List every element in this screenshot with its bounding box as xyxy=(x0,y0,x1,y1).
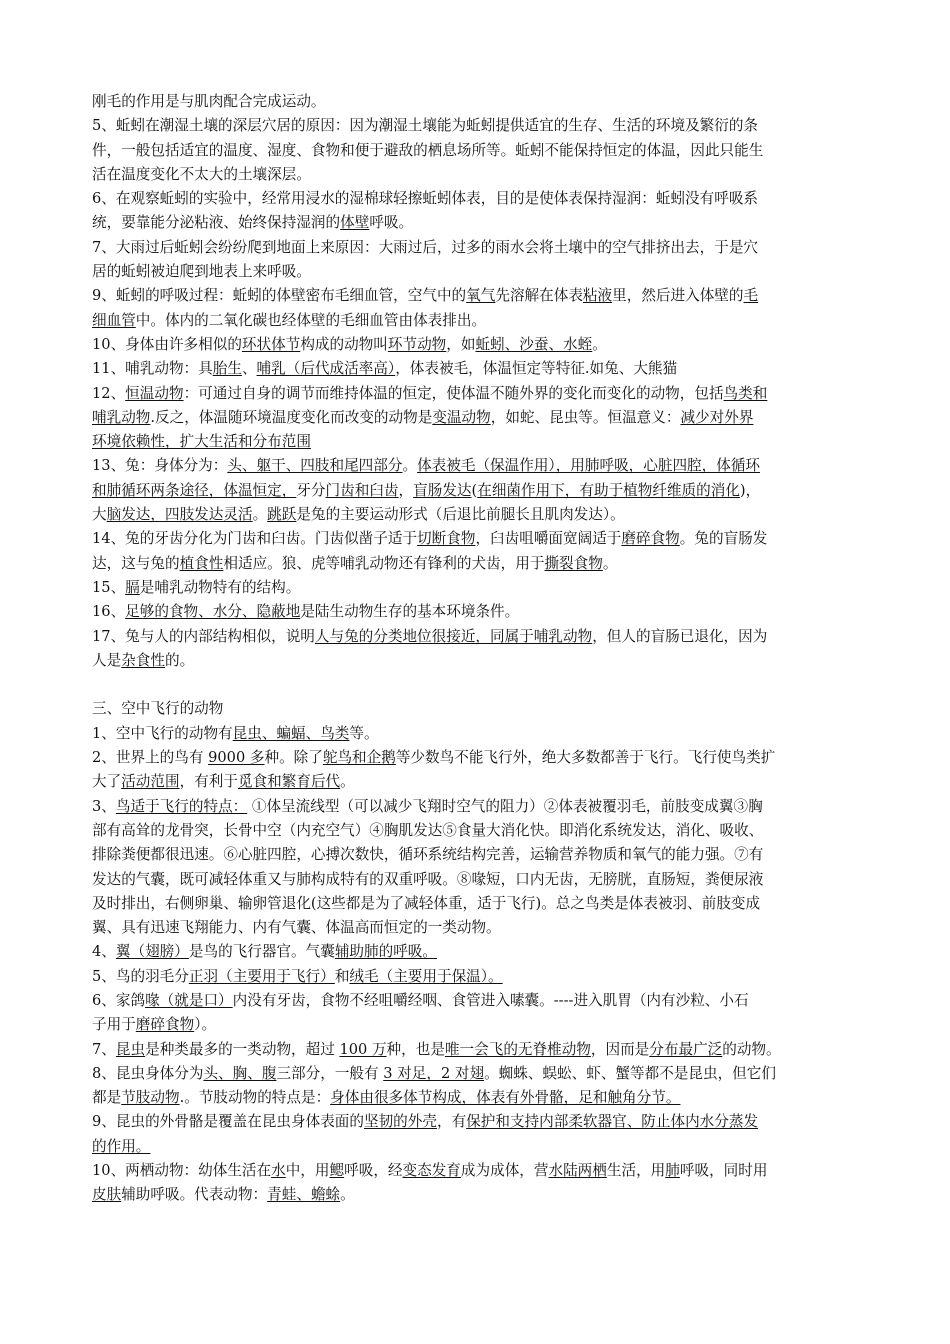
text-line xyxy=(92,1086,862,1110)
text-segment: 三部分，一般有 xyxy=(276,1064,384,1082)
text-segment: 8、昆虫身体分为 xyxy=(92,1064,204,1082)
underlined-answer: 磨碎食物 xyxy=(135,1016,195,1034)
text-line xyxy=(92,600,862,624)
underlined-answer: 昆虫、蝙蝠、鸟类 xyxy=(232,724,350,742)
text-segment: 成为成体，营 xyxy=(460,1162,549,1180)
underlined-answer: 体壁 xyxy=(340,214,370,232)
text-segment: 6、在观察蚯蚓的实验中，经常用浸水的湿棉球轻擦蚯蚓体表，目的是使体表保持湿润：蚯蚓没有呼吸系 xyxy=(92,190,759,208)
text-line xyxy=(92,722,862,746)
underlined-answer: 的作用。 xyxy=(92,1137,151,1155)
underlined-answer: 鳃 xyxy=(329,1162,345,1180)
text-segment: 。 xyxy=(592,335,607,353)
underlined-answer: 喙（就是口） xyxy=(145,991,233,1009)
text-line xyxy=(92,527,862,551)
underlined-answer: 分布最广泛 xyxy=(649,1040,723,1058)
text-segment: 。 xyxy=(340,1186,355,1204)
underlined-answer: 头、躯干、四肢和尾四部分 xyxy=(227,457,403,475)
underlined-answer: 氧气 xyxy=(466,287,496,305)
text-segment: 17、兔与人的内部结构相似，说明 xyxy=(92,627,315,645)
text-line xyxy=(92,357,862,381)
text-segment: .反之，体温随环境温度变化而改变的动物是 xyxy=(150,408,433,426)
text-segment: 16、 xyxy=(92,603,126,621)
text-line xyxy=(92,649,862,673)
underlined-answer: 变态发育 xyxy=(402,1162,461,1180)
underlined-answer: 水 xyxy=(271,1162,286,1180)
text-segment: 三、空中飞行的动物 xyxy=(92,700,224,718)
underlined-answer: 辅助肺的呼吸。 xyxy=(334,943,437,961)
text-segment: 4、 xyxy=(92,943,116,961)
underlined-answer: 绒毛（主要用于保温）。 xyxy=(349,967,503,985)
text-segment: ，臼齿咀嚼面宽阔适于 xyxy=(475,530,622,548)
text-line xyxy=(92,746,862,770)
underlined-answer: 100 万 xyxy=(339,1040,387,1058)
text-line xyxy=(92,916,862,940)
underlined-answer: 哺乳动物 xyxy=(92,408,151,426)
underlined-answer: 撕裂食物 xyxy=(544,554,603,572)
underlined-answer: 翼（翅膀） xyxy=(115,943,189,961)
text-line xyxy=(92,1062,862,1086)
text-segment: 居的蚯蚓被迫爬到地表上来呼吸。 xyxy=(92,263,311,281)
text-line xyxy=(92,795,862,819)
text-segment: 翼、具有迅速飞翔能力、内有气囊、体温高而恒定的一类动物。 xyxy=(92,919,501,937)
underlined-answer: 杂食性 xyxy=(121,651,165,669)
text-segment: 是种类最多的一类动物，超过 xyxy=(145,1040,340,1058)
underlined-answer: 鸟类和 xyxy=(723,384,768,402)
text-segment: 。 xyxy=(340,773,355,791)
text-segment: 中。体内的二氧化碳也经体壁的毛细血管由体表排出。 xyxy=(135,311,487,329)
underlined-answer: 活动范围 xyxy=(121,773,180,791)
underlined-answer: 正羽（主要用于飞行） xyxy=(188,967,335,985)
underlined-answer: 磨碎食物 xyxy=(621,530,680,548)
underlined-answer: 觅食和繁育后代 xyxy=(237,773,341,791)
text-line xyxy=(92,333,862,357)
text-segment: )， xyxy=(739,481,761,499)
underlined-answer: 盲肠发达 xyxy=(413,481,472,499)
underlined-answer: 青蛙、蟾蜍 xyxy=(267,1186,341,1204)
text-segment: 15、 xyxy=(92,578,126,596)
text-segment: 3、 xyxy=(92,797,116,815)
underlined-answer: 减少对外界 xyxy=(680,408,754,426)
text-line xyxy=(92,163,862,187)
text-line xyxy=(92,236,862,260)
underlined-answer: 坚韧的外壳 xyxy=(363,1113,437,1131)
underlined-answer: 肺 xyxy=(665,1162,680,1180)
text-segment: 件，一般包括适宜的温度、湿度、食物和便于避敌的栖息场所等。蚯蚓不能保持恒定的体温，因此只能生 xyxy=(92,141,764,159)
text-line xyxy=(92,1135,862,1159)
text-segment: 6、家鸽 xyxy=(92,991,146,1009)
text-segment: ，因而是 xyxy=(590,1040,650,1058)
underlined-answer: 切断食物 xyxy=(417,530,476,548)
underlined-answer: 水陆两栖 xyxy=(548,1162,607,1180)
underlined-answer: 门齿和臼齿 xyxy=(325,481,399,499)
text-line xyxy=(92,260,862,284)
text-line xyxy=(92,940,862,964)
text-segment: 部有高耸的龙骨突，长骨中空（内充空气）④胸肌发达⑤食量大消化快。即消化系统发达，消化、吸收、 xyxy=(92,821,764,839)
text-segment: 的。 xyxy=(165,651,195,669)
text-segment: 达，这与兔的 xyxy=(92,554,180,572)
text-segment: 发达的气囊，既可减轻体重又与肺构成特有的双重呼吸。⑧喙短，口内无齿，无膀胱，直肠短，粪便尿液 xyxy=(92,870,764,888)
text-line xyxy=(92,139,862,163)
underlined-answer: 在细菌作用下，有助于植物纤维质的消化 xyxy=(477,481,740,499)
text-line xyxy=(92,382,862,406)
underlined-answer: 胎生 xyxy=(212,360,242,378)
document-page xyxy=(92,90,862,1208)
underlined-answer: 植食性 xyxy=(179,554,224,572)
text-segment: 是鸟的飞行器官。气囊 xyxy=(188,943,335,961)
text-segment: 5、蚯蚓在潮湿土壤的深层穴居的原因：因为潮湿土壤能为蚯蚓提供适宜的生存、生活的环境及繁衍的条 xyxy=(92,117,759,135)
text-segment: 5、鸟的羽毛分 xyxy=(92,967,189,985)
text-segment: 种。除了 xyxy=(264,749,323,767)
text-segment: 1、空中飞行的动物有 xyxy=(92,724,233,742)
underlined-answer: 唯一会飞的无脊椎动物 xyxy=(444,1040,591,1058)
text-segment: 14、兔的牙齿分化为门齿和臼齿。门齿似凿子适于 xyxy=(92,530,418,548)
text-line xyxy=(92,454,862,478)
text-segment: 7、 xyxy=(92,1040,116,1058)
underlined-answer: 昆虫 xyxy=(115,1040,146,1058)
text-line xyxy=(92,1183,862,1207)
text-segment: 生活，用 xyxy=(606,1162,666,1180)
text-segment: 都是 xyxy=(92,1089,122,1107)
text-line xyxy=(92,211,862,235)
underlined-answer: 身体由很多体节构成，体表有外骨骼，足和触角分节。 xyxy=(330,1089,681,1107)
text-segment: ）。 xyxy=(194,1016,217,1034)
text-segment: 9、昆虫的外骨骼是覆盖在昆虫身体表面的 xyxy=(92,1113,364,1131)
text-segment: 12、 xyxy=(92,384,126,402)
underlined-answer: 环节动物 xyxy=(387,335,447,353)
text-segment: 内没有牙齿，食物不经咀嚼经咽、食管进入嗉囊。----进入肌胃（内有沙粒、小石 xyxy=(232,991,749,1009)
text-segment: ，有利于 xyxy=(179,773,238,791)
text-line xyxy=(92,697,862,721)
text-line xyxy=(92,843,862,867)
underlined-answer: 脑发达，四肢发达灵活 xyxy=(106,506,253,524)
text-segment: 。 xyxy=(252,506,268,524)
text-line xyxy=(92,552,862,576)
text-segment: .。节肢动物的特点是： xyxy=(179,1089,331,1107)
text-segment: 。 xyxy=(602,554,618,572)
text-segment: 。 xyxy=(402,457,418,475)
text-segment: 种，也是 xyxy=(386,1040,445,1058)
text-line xyxy=(92,479,862,503)
text-segment: 10、两栖动物：幼体生活在 xyxy=(92,1162,272,1180)
text-segment: 相适应。狼、虎等哺乳动物还有锋利的犬齿，用于 xyxy=(223,554,545,572)
text-segment: 是陆生动物生存的基本环境条件。 xyxy=(300,603,520,621)
text-segment: ( xyxy=(471,481,478,499)
text-segment: 活在温度变化不太大的土壤深层。 xyxy=(92,165,311,183)
text-segment: 排除粪便都很迅速。⑥心脏四腔，心搏次数快，循环系统结构完善，运输营养物质和氧气的能力强。⑦有 xyxy=(92,846,764,864)
underlined-answer: 跳跃 xyxy=(267,506,297,524)
text-line xyxy=(92,770,862,794)
underlined-answer: 变温动物 xyxy=(432,408,491,426)
text-segment: 中，用 xyxy=(285,1162,330,1180)
text-segment: 9、蚯蚓的呼吸过程：蚯蚓的体壁密布毛细血管，空气中的 xyxy=(92,287,467,305)
underlined-answer: 环状体节 xyxy=(241,335,301,353)
text-segment: 牙分 xyxy=(296,481,326,499)
underlined-answer: 皮肤 xyxy=(92,1186,122,1204)
text-segment: 里，然后进入体壁的 xyxy=(612,287,744,305)
text-segment: 呼吸，同时用 xyxy=(679,1162,768,1180)
underlined-answer: 鸟适于飞行的特点： xyxy=(115,797,248,815)
underlined-answer: 头、胸、腹 xyxy=(203,1064,277,1082)
text-line xyxy=(92,90,862,114)
text-segment: 13、兔：身体分为： xyxy=(92,457,228,475)
text-segment: ①体呈流线型（可以减少飞翔时空气的阻力）②体表被覆羽毛，前肢变成翼③胸 xyxy=(247,797,763,815)
text-line xyxy=(92,187,862,211)
text-segment: 辅助呼吸。代表动物： xyxy=(121,1186,268,1204)
text-segment: 。蜘蛛、蜈蚣、虾、蟹等都不是昆虫，但它们 xyxy=(484,1064,776,1082)
text-segment: 和 xyxy=(334,967,350,985)
text-segment: ：可通过自身的调节而维持体温的恒定，使体温不随外界的变化而变化的动物，包括 xyxy=(183,384,724,402)
text-line xyxy=(92,430,862,454)
text-line xyxy=(92,868,862,892)
underlined-answer: 蚯蚓、沙蚕、水蛭 xyxy=(475,335,593,353)
underlined-answer: 环境依赖性，扩大生活和分布范围 xyxy=(92,433,311,451)
text-segment: 呼吸，经 xyxy=(344,1162,403,1180)
text-line xyxy=(92,576,862,600)
text-segment: 子用于 xyxy=(92,1016,136,1034)
blank-line xyxy=(92,673,862,697)
underlined-answer: 3 对足，2 对翅 xyxy=(383,1064,485,1082)
text-line xyxy=(92,309,862,333)
text-segment: ，有 xyxy=(436,1113,467,1131)
underlined-answer: 细血管 xyxy=(92,311,136,329)
underlined-answer: 9000 多 xyxy=(208,749,265,767)
text-segment: 。兔的盲肠发 xyxy=(679,530,768,548)
text-line xyxy=(92,892,862,916)
text-line xyxy=(92,1013,862,1037)
text-line xyxy=(92,625,862,649)
text-segment: 构成的动物叫 xyxy=(300,335,388,353)
text-line xyxy=(92,989,862,1013)
underlined-answer: 体表被毛（保温作用），用肺呼吸，心脏四腔，体循环 xyxy=(417,457,761,475)
text-segment: ，如蛇、昆虫等。恒温意义： xyxy=(490,408,681,426)
text-line xyxy=(92,284,862,308)
text-segment: ，体表被毛，体温恒定等特征.如兔、大熊猫 xyxy=(395,360,678,378)
underlined-answer: 保护和支持内部柔软器官、防止体内水分蒸发 xyxy=(466,1113,759,1131)
underlined-answer: 哺乳（后代成活率高） xyxy=(256,360,396,378)
underlined-answer: 毛 xyxy=(743,287,759,305)
text-segment: 、 xyxy=(241,360,257,378)
text-line xyxy=(92,965,862,989)
text-segment: 人是 xyxy=(92,651,122,669)
text-segment: 10、身体由许多相似的 xyxy=(92,335,242,353)
text-segment: 先溶解在体表 xyxy=(495,287,583,305)
text-segment: 大 xyxy=(92,506,107,524)
underlined-answer: 鸵鸟和企鹅 xyxy=(322,749,396,767)
underlined-answer: 节肢动物 xyxy=(121,1089,180,1107)
text-segment: 7、大雨过后蚯蚓会纷纷爬到地面上来原因：大雨过后，过多的雨水会将土壤中的空气排挤出去，于是穴 xyxy=(92,238,759,256)
text-segment: 等。 xyxy=(349,724,379,742)
underlined-answer: 恒温动物 xyxy=(125,384,184,402)
text-segment: ，如 xyxy=(446,335,476,353)
underlined-answer: 足够的食物、水分、隐蔽地 xyxy=(125,603,301,621)
text-segment: 大了 xyxy=(92,773,122,791)
text-segment: 是哺乳动物特有的结构。 xyxy=(139,578,301,596)
underlined-answer: 人与兔的分类地位很接近，同属于哺乳动物 xyxy=(314,627,593,645)
underlined-answer: 和肺循环两条途径，体温恒定， xyxy=(92,481,297,499)
text-segment: 等少数鸟不能飞行外，绝大多数都善于飞行。飞行使鸟类扩 xyxy=(395,749,776,767)
text-segment: 是兔的主要运动形式（后退比前腿长且肌肉发达）。 xyxy=(296,506,625,524)
text-line xyxy=(92,1038,862,1062)
text-line xyxy=(92,503,862,527)
text-segment: 呼吸。 xyxy=(369,214,414,232)
underlined-answer: 膈 xyxy=(125,578,140,596)
text-segment: 2、世界上的鸟有 xyxy=(92,749,209,767)
text-line xyxy=(92,1159,862,1183)
text-line xyxy=(92,1110,862,1134)
text-line xyxy=(92,406,862,430)
text-segment: 刚毛的作用是与肌肉配合完成运动。 xyxy=(92,93,326,110)
text-segment: 的动物。 xyxy=(722,1040,781,1058)
text-segment: ， xyxy=(398,481,414,499)
text-segment: 统，要靠能分泌粘液、始终保持湿润的 xyxy=(92,214,341,232)
text-segment: ，但人的盲肠已退化，因为 xyxy=(592,627,768,645)
text-line xyxy=(92,819,862,843)
text-segment: 11、哺乳动物：具 xyxy=(92,360,213,378)
text-segment: 及时排出，右侧卵巢、输卵管退化(这些都是为了减轻体重，适于飞行)。总之鸟类是体表被羽、前肢变成 xyxy=(92,894,761,912)
text-line xyxy=(92,114,862,138)
underlined-answer: 粘液 xyxy=(582,287,613,305)
